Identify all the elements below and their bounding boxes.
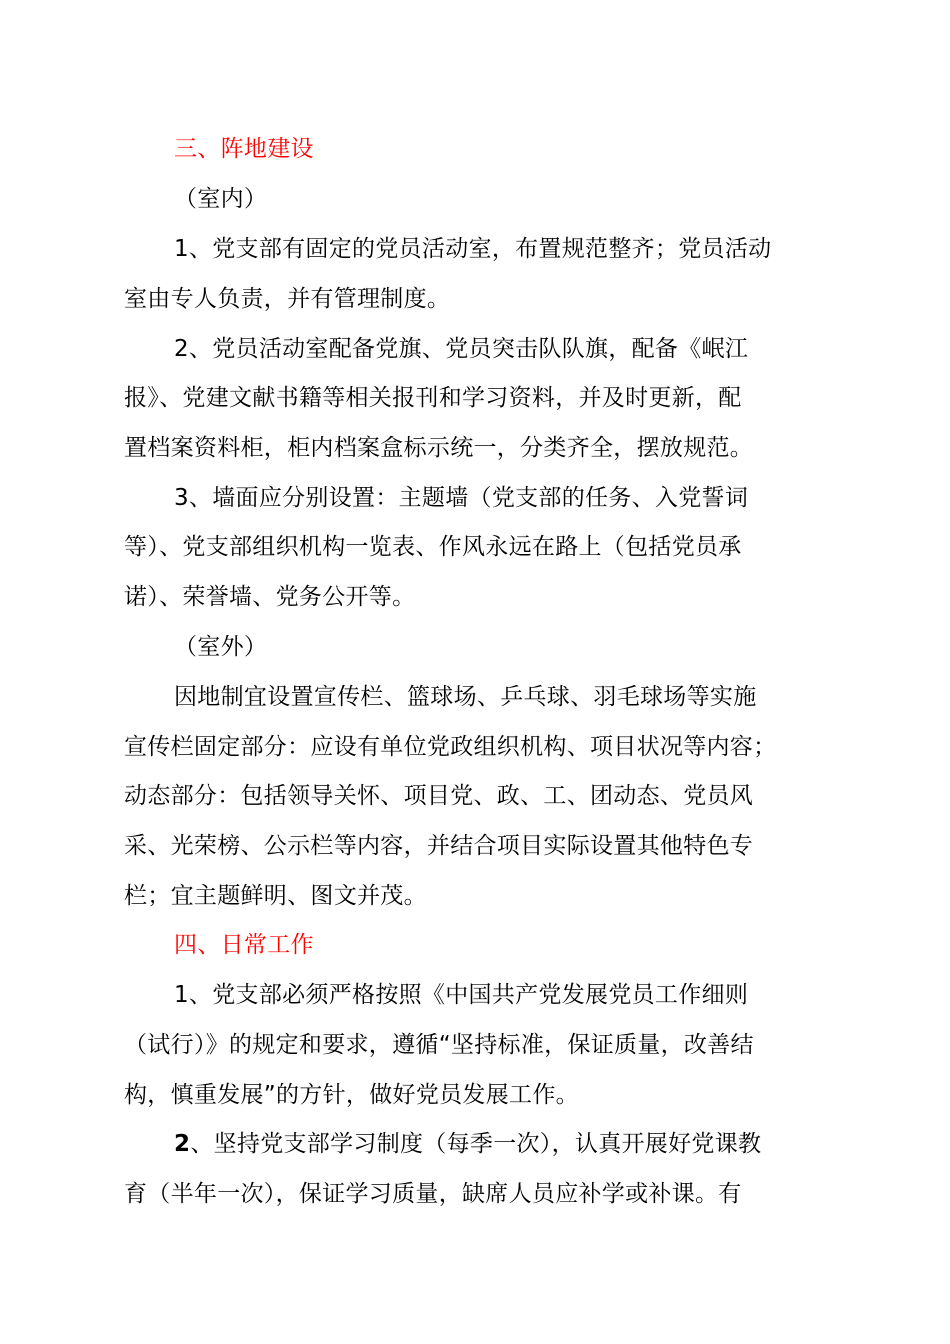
section-heading-3: 三、阵地建设	[174, 136, 314, 162]
paragraph-line: 等）、党支部组织机构一览表、作风永远在路上（包括党员承	[124, 534, 742, 560]
paragraph-line: 构，慎重发展”的方针，做好党员发展工作。	[124, 1082, 579, 1108]
outdoor-label: （室外）	[174, 634, 268, 660]
paragraph-number: 2	[174, 1131, 191, 1157]
paragraph-line: 报》、党建文献书籍等相关报刊和学习资料，并及时更新，配	[124, 385, 742, 411]
paragraph-line: 栏；宜主题鲜明、图文并茂。	[124, 883, 427, 909]
paragraph-line: 采、光荣榜、公示栏等内容，并结合项目实际设置其他特色专	[124, 833, 754, 859]
paragraph-line: 置档案资料柜，柜内档案盒标示统一，分类齐全，摆放规范。	[124, 435, 754, 461]
paragraph-line: 育（半年一次），保证学习质量，缺席人员应补学或补课。有	[124, 1181, 742, 1207]
paragraph-line: 2、党员活动室配备党旗、党员突击队队旗，配备《岷江	[174, 336, 749, 362]
paragraph-line: （试行）》的规定和要求，遵循“坚持标准，保证质量，改善结	[124, 1032, 754, 1058]
paragraph-line: 诺）、荣誉墙、党务公开等。	[124, 584, 416, 610]
paragraph-line: 动态部分：包括领导关怀、项目党、政、工、团动态、党员风	[124, 783, 754, 809]
paragraph-line: 1、党支部必须严格按照《中国共产党发展党员工作细则	[174, 982, 749, 1008]
paragraph-line: 因地制宜设置宣传栏、篮球场、乒乓球、羽毛球场等实施	[174, 684, 757, 710]
indoor-label: （室内）	[174, 186, 268, 212]
paragraph-line: 1、党支部有固定的党员活动室，布置规范整齐；党员活动	[174, 236, 772, 262]
section-heading-4: 四、日常工作	[174, 932, 314, 958]
paragraph-line: 室由专人负责，并有管理制度。	[124, 286, 451, 312]
paragraph-text: 、坚持党支部学习制度（每季一次），认真开展好党课教	[190, 1131, 762, 1157]
paragraph-line: 宣传栏固定部分：应设有单位党政组织机构、项目状况等内容；	[124, 734, 777, 760]
paragraph-line	[174, 1129, 761, 1159]
paragraph-line: 3、墙面应分别设置：主题墙（党支部的任务、入党誓词	[174, 485, 749, 511]
